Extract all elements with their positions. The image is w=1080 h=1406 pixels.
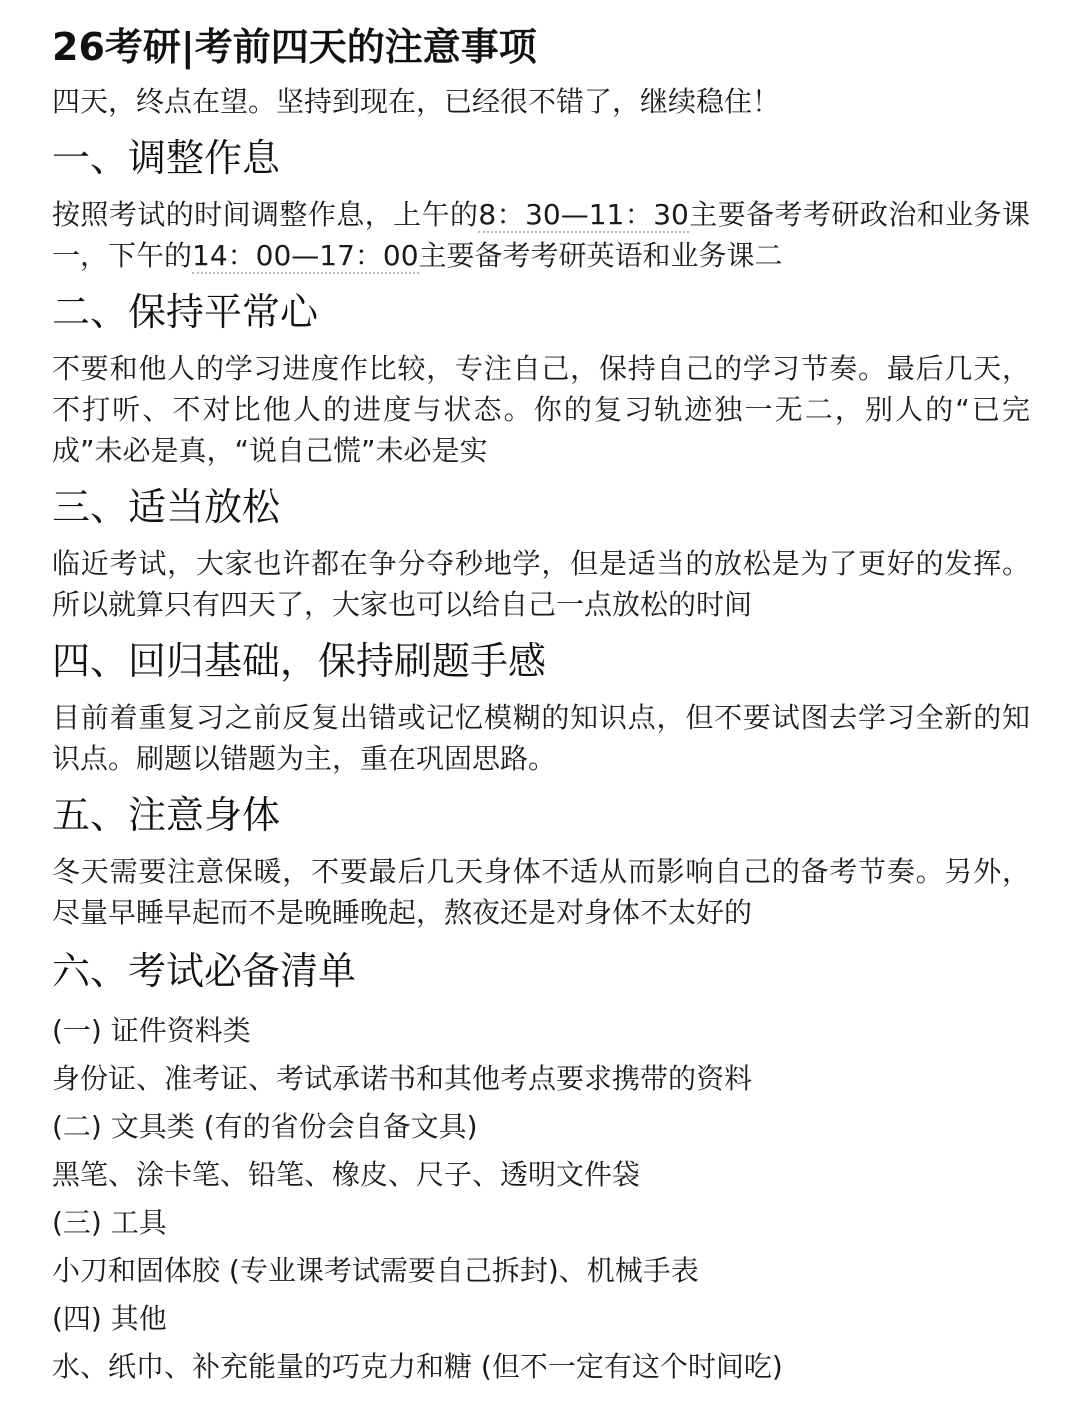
checklist-group-label: (一) 证件资料类 [52,1014,251,1047]
section-body-basics: 目前着重复习之前反复出错或记忆模糊的知识点，但不要试图去学习全新的知识点。刷题以错题为主，重在巩固思路。 [52,701,1030,775]
section-body-mindset: 不要和他人的学习进度作比较，专注自己，保持自己的学习节奏。最后几天，不打听、不对比他人的进度与状态。你的复习轨迹独一无二，别人的“已完成”未必是真，“说自己慌”未必是实 [52,352,1030,467]
checklist-group-items: 小刀和固体胶 (专业课考试需要自己拆封)、机械手表 [52,1254,699,1287]
checklist-group-items: 黑笔、涂卡笔、铅笔、橡皮、尺子、透明文件袋 [52,1158,641,1191]
section-body-relax: 临近考试，大家也许都在争分夺秒地学，但是适当的放松是为了更好的发挥。所以就算只有四天了，大家也可以给自己一点放松的时间 [52,547,1030,621]
checklist-group-items: 身份证、准考证、考试承诺书和其他考点要求携带的资料 [52,1062,753,1095]
checklist-group-label: (四) 其他 [52,1302,167,1335]
checklist-group-items: 水、纸巾、补充能量的巧克力和糖 (但不一定有这个时间吃) [52,1350,783,1383]
intro-text: 四天，终点在望。坚持到现在，已经很不错了，继续稳住！ [52,85,781,118]
section-heading-basics: 四、回归基础，保持刷题手感 [52,639,547,683]
afternoon-time-range: 14：00—17：00 [192,239,419,272]
schedule-text-c: 主要备考考研英语和业务课二 [418,239,783,272]
morning-time-range: 8：30—11：30 [478,198,689,231]
section-heading-relax: 三、适当放松 [52,485,281,529]
section-heading-mindset: 二、保持平常心 [52,290,319,334]
section-body-schedule [52,194,1030,276]
schedule-text-b: 主要备考考研政治和业务课一，下午的 [52,198,1030,272]
schedule-text-a: 按照考试的时间调整作息，上午的 [52,198,479,231]
section-heading-schedule: 一、调整作息 [52,136,281,180]
section-heading-health: 五、注意身体 [52,793,281,837]
page-title: 26考研|考前四天的注意事项 [52,25,537,69]
section-body-health: 冬天需要注意保暖，不要最后几天身体不适从而影响自己的备考节奏。另外，尽量早睡早起而不是晚睡晚起，熬夜还是对身体不太好的 [52,855,1030,929]
checklist [52,1007,1030,1391]
section-heading-checklist: 六、考试必备清单 [52,949,357,993]
checklist-group-label: (二) 文具类 (有的省份会自备文具) [52,1110,478,1143]
checklist-group-label: (三) 工具 [52,1206,167,1239]
